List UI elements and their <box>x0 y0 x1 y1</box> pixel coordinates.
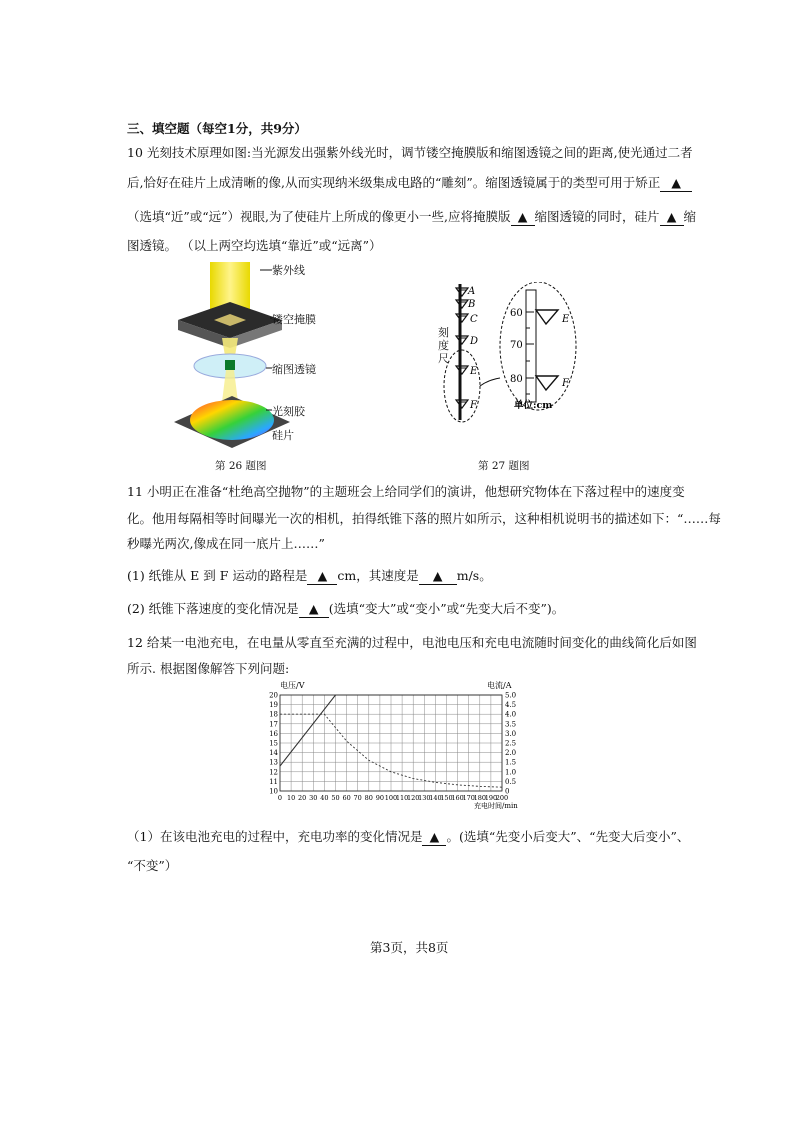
x-tick-label: 150 <box>440 794 453 802</box>
svg-text:B: B <box>468 299 476 310</box>
label-photoresist: 光刻胶 <box>272 405 305 418</box>
y-tick-label: 12 <box>269 768 278 777</box>
y2-tick-label: 2.5 <box>505 739 517 748</box>
chart-grid <box>280 695 502 791</box>
x-tick-label: 80 <box>364 794 373 802</box>
x-tick-label: 170 <box>462 794 475 802</box>
x-tick-label: 180 <box>473 794 487 802</box>
label-wafer: 硅片 <box>272 429 294 442</box>
svg-text:C: C <box>470 314 478 325</box>
y-tick-label: 15 <box>269 739 278 748</box>
blank-speed-change[interactable]: ▲ <box>299 601 329 618</box>
svg-text:A: A <box>468 286 476 297</box>
x-tick-label: 120 <box>406 794 420 802</box>
y-tick-label: 14 <box>269 749 278 758</box>
x-tick-label: 130 <box>418 794 431 802</box>
fig26-caption: 第 26 题图 <box>215 460 267 472</box>
svg-text:D: D <box>470 336 479 347</box>
q11-sub2: (2) 纸锥下落速度的变化情况是 ▲ (选填“变大”或“变小”或“先变大后不变”)。 <box>127 601 565 616</box>
x-tick-label: 30 <box>309 794 318 802</box>
x-tick-label: 20 <box>298 794 307 802</box>
x-tick-label: 200 <box>495 794 509 802</box>
y2-tick-label: 0 <box>505 787 510 796</box>
blank-speed[interactable]: ▲ <box>419 568 457 585</box>
x-tick-label: 40 <box>320 794 329 802</box>
y2-tick-label: 4.5 <box>505 701 517 710</box>
q11-line3: 秒曝光两次,像成在同一底片上……” <box>127 536 325 551</box>
y-tick-label: 16 <box>269 729 278 738</box>
x-tick-label: 0 <box>277 794 283 802</box>
q12-sub1: （1）在该电池充电的过程中，充电功率的变化情况是 ▲ 。(选填“先变小后变大”、“先变大后变小”、 <box>127 829 690 844</box>
q11-line2: 化。他用每隔相等时间曝光一次的相机，拍得纸锥下落的照片如所示，这种相机说明书的描述如下：“……每 <box>127 511 721 526</box>
y-tick-label: 20 <box>269 691 278 700</box>
blank-lens-type[interactable]: ▲ <box>660 175 692 192</box>
y-tick-label: 17 <box>269 720 278 729</box>
label-lens: 缩图透镜 <box>272 363 316 376</box>
y-tick-label: 13 <box>269 758 278 767</box>
fig27-diagram <box>430 282 590 432</box>
x-tick-label: 140 <box>429 794 442 802</box>
section-title: 三、填空题（每空1分，共9分） <box>127 121 307 136</box>
y2-tick-label: 3.0 <box>505 729 517 738</box>
svg-text:F: F <box>562 378 569 389</box>
blank-wafer-direction[interactable]: ▲ <box>660 209 684 226</box>
x-tick-label: 90 <box>375 794 385 802</box>
svg-text:60: 60 <box>510 308 523 319</box>
x-tick-label: 10 <box>286 794 296 802</box>
fig26-diagram <box>170 262 350 452</box>
q12-sub1-cont: “不变”） <box>127 858 178 873</box>
q11-line1: 11 小明正在准备“杜绝高空抛物”的主题班会上给同学们的演讲，他想研究物体在下落过程中的速度变 <box>127 484 685 499</box>
blank-mask-direction[interactable]: ▲ <box>511 209 535 226</box>
x-tick-label: 110 <box>395 794 409 802</box>
y2-tick-label: 1.0 <box>505 768 517 777</box>
svg-text:E: E <box>470 366 478 377</box>
x-tick-label: 50 <box>331 794 340 802</box>
blank-power-change[interactable]: ▲ <box>422 829 446 846</box>
y2-tick-label: 4.0 <box>505 710 517 719</box>
q12-line2: 所示. 根据图像解答下列问题: <box>127 661 290 676</box>
y2-tick-label: 0.5 <box>505 777 517 786</box>
y-tick-label: 11 <box>269 777 278 786</box>
svg-text:E: E <box>562 314 570 325</box>
y2-tick-label: 5.0 <box>505 691 517 700</box>
y2-tick-label: 1.5 <box>505 758 517 767</box>
q11-sub1: (1) 纸锥从 E 到 F 运动的路程是 ▲ cm，其速度是 ▲ m/s。 <box>127 568 492 583</box>
chart-y2label: 电流/A <box>487 681 512 690</box>
charging-chart <box>262 681 552 811</box>
q10-line2: 后,恰好在硅片上成清晰的像,从而实现纳米级集成电路的“雕刻”。缩图透镜属于的类型可用于矫正 ▲ <box>127 175 692 192</box>
y-tick-label: 10 <box>269 787 278 796</box>
q10-line1: 10 光刻技术原理如图:当光源发出强紫外线光时，调节镂空掩膜版和缩图透镜之间的距离,使光通过二者 <box>127 145 693 160</box>
label-uv: 紫外线 <box>272 264 305 277</box>
chart-xlabel: 充电时间/min <box>474 802 518 810</box>
x-tick-label: 60 <box>342 794 351 802</box>
svg-text:70: 70 <box>510 340 523 351</box>
blank-distance[interactable]: ▲ <box>307 568 337 585</box>
y2-tick-label: 2.0 <box>505 749 517 758</box>
y-tick-label: 19 <box>269 701 278 710</box>
x-tick-label: 100 <box>384 794 398 802</box>
svg-text:F: F <box>470 400 477 411</box>
x-tick-label: 160 <box>451 794 464 802</box>
svg-text:单位:cm: 单位:cm <box>514 400 553 411</box>
q10-line4: 图透镜。 （以上两空均选填“靠近”或“远离”） <box>127 238 382 253</box>
photoresist <box>190 400 274 440</box>
y-tick-label: 18 <box>269 710 278 719</box>
svg-text:80: 80 <box>510 374 523 385</box>
page-footer: 第3页，共8页 <box>370 940 449 955</box>
y2-tick-label: 3.5 <box>505 720 517 729</box>
ruler-label: 刻度尺 <box>438 326 449 365</box>
x-tick-label: 70 <box>353 794 362 802</box>
fig27-caption: 第 27 题图 <box>478 460 530 472</box>
q10-line3: （选填“近”或“远”）视眼,为了使硅片上所成的像更小一些,应将掩膜版 ▲ 缩图透镜的同时，硅片 ▲ 缩 <box>127 209 697 224</box>
q12-line1: 12 给某一电池充电，在电量从零直至充满的过程中，电池电压和充电电流随时间变化的曲线简化后如图 <box>127 635 697 650</box>
label-mask: 镂空掩膜 <box>272 313 316 326</box>
chart-ylabel: 电压/V <box>280 681 305 690</box>
x-tick-label: 190 <box>484 794 498 802</box>
